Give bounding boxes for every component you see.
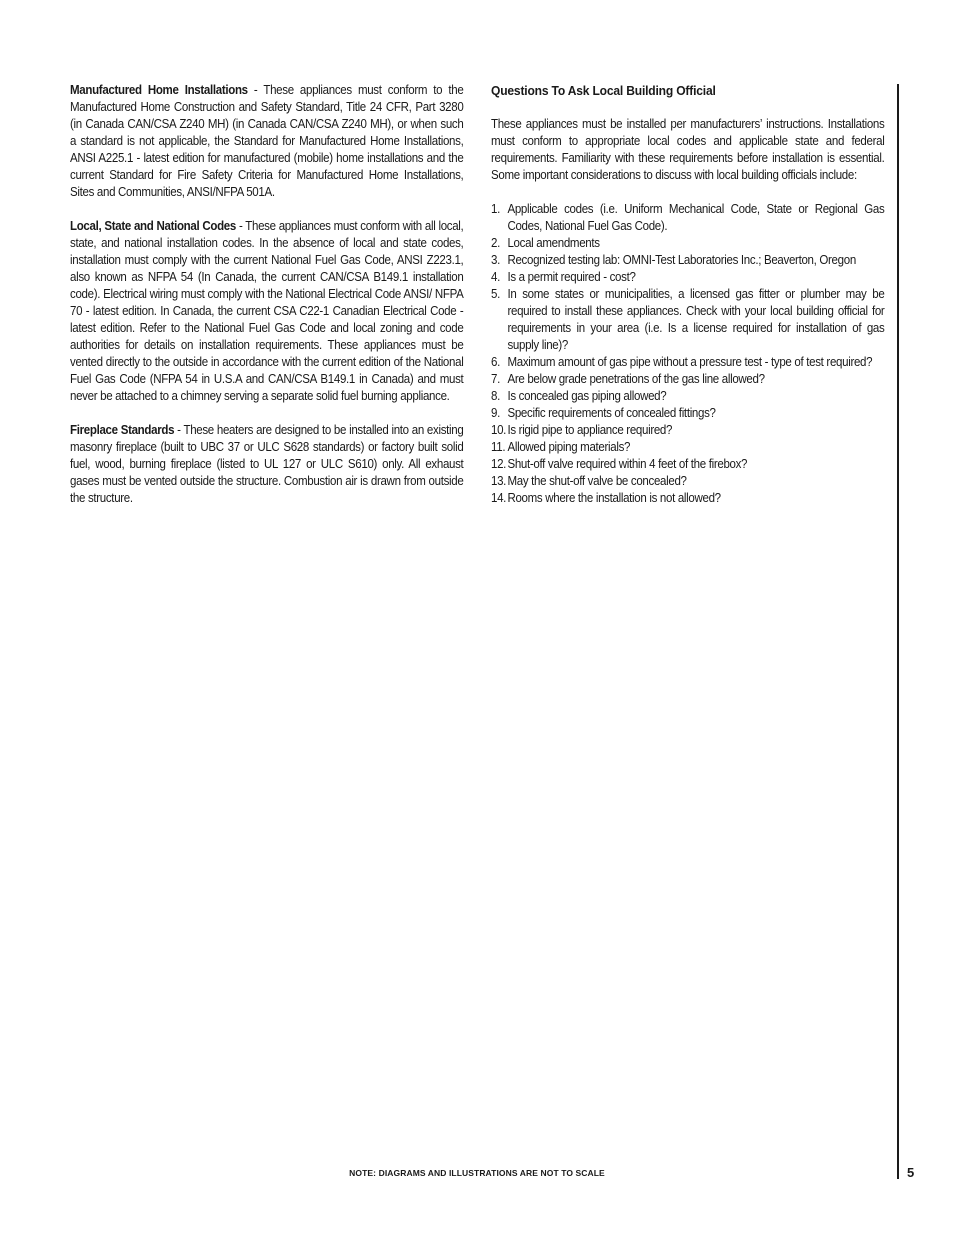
fireplace-heading: Fireplace Standards: [70, 423, 175, 437]
list-item: 11. Allowed piping materials?: [491, 440, 631, 454]
codes-text: - These appliances must conform with all local, state, and national installation codes. In the absence of local and state codes, installation must comply with the current National Fuel Gas Code, ANSI Z223.1, also known as NFPA 54 (In Canada, the current CAN/CSA B149.1 installation code). Electrical wiring must comply with the National Electrical Code ANSI/ NFPA 70 - latest edition. In Canada, the current CSA C22-1 Canadian Electrical Code - latest edition. Refer to the National Fuel Gas Code and local zoning and code authorities for details on installation requirements. These appliances must be vented directly to the outside in accordance with the current edition of the National Fuel Gas Code (NFPA 54 in U.S.A and CAN/CSA B149.1 in Canada) and must never be attached to a chimney serving a separate solid fuel burning appliance.: [70, 219, 464, 403]
list-item: 5. In some states or municipalities, a licensed gas fitter or plumber may be required to install these appliances. Check with your local building official for requirements in your area (i.e. Is a license required for installation of gas supply line)?: [491, 287, 885, 352]
right-column: [491, 82, 884, 507]
page-number: 5: [907, 1165, 915, 1180]
codes-heading: Local, State and National Codes: [70, 219, 236, 233]
fireplace-text: - These heaters are designed to be installed into an existing masonry fireplace (built to UBC 37 or ULC S628 standards) or factory built solid fuel, wood, burning fireplace (listed to UL 127 or ULC S610) only. All exhaust gases must be vented outside the structure. Combustion air is drawn from outside the structure.: [70, 423, 464, 505]
margin-rule: [897, 84, 899, 1179]
list-item: 13. May the shut-off valve be concealed?: [491, 474, 687, 488]
list-item: 1. Applicable codes (i.e. Uniform Mechanical Code, State or Regional Gas Codes, National Fuel Gas Code).: [491, 202, 885, 233]
list-item: 9. Specific requirements of concealed fittings?: [491, 406, 716, 420]
left-column: [70, 82, 463, 524]
manufactured-home-paragraph: [70, 82, 463, 201]
questions-intro: These appliances must be installed per manufacturers’ instructions. Installations must conform to appropriate local codes and applicable state and federal requirements. Familiarity with these requirements before installation is essential. Some important considerations to discuss with local building officials include:: [491, 117, 885, 182]
list-item: 8. Is concealed gas piping allowed?: [491, 389, 667, 403]
fireplace-paragraph: [70, 422, 463, 507]
manufactured-home-text: - These appliances must conform to the Manufactured Home Construction and Safety Standard, Title 24 CFR, Part 3280 (in Canada CAN/CSA Z240 MH) (in Canada CAN/CSA Z240 MH), or when such a standard is not applicable, the Standard for Manufactured Home Installations, ANSI A225.1 - latest edition for manufactured (mobile) home installations and the current Standard for Fire Safety Criteria for Manufactured Home Installations, Sites and Communities, ANSI/NFPA 501A.: [70, 83, 464, 199]
list-item: 10. Is rigid pipe to appliance required?: [491, 423, 673, 437]
list-item: 2. Local amendments: [491, 236, 600, 250]
list-item: 3. Recognized testing lab: OMNI-Test Laboratories Inc.; Beaverton, Oregon: [491, 253, 856, 267]
list-item: 12. Shut-off valve required within 4 feet of the firebox?: [491, 457, 748, 471]
list-item: 4. Is a permit required - cost?: [491, 270, 636, 284]
manufactured-home-heading: Manufactured Home Installations: [70, 83, 248, 97]
list-item: 7. Are below grade penetrations of the gas line allowed?: [491, 372, 765, 386]
questions-heading: Questions To Ask Local Building Official: [491, 83, 716, 98]
questions-list: [491, 201, 884, 507]
codes-paragraph: [70, 218, 463, 405]
footer-note: NOTE: DIAGRAMS AND ILLUSTRATIONS ARE NOT TO SCALE: [349, 1168, 605, 1178]
list-item: 6. Maximum amount of gas pipe without a pressure test - type of test required?: [491, 355, 873, 369]
list-item: 14. Rooms where the installation is not allowed?: [491, 491, 721, 505]
